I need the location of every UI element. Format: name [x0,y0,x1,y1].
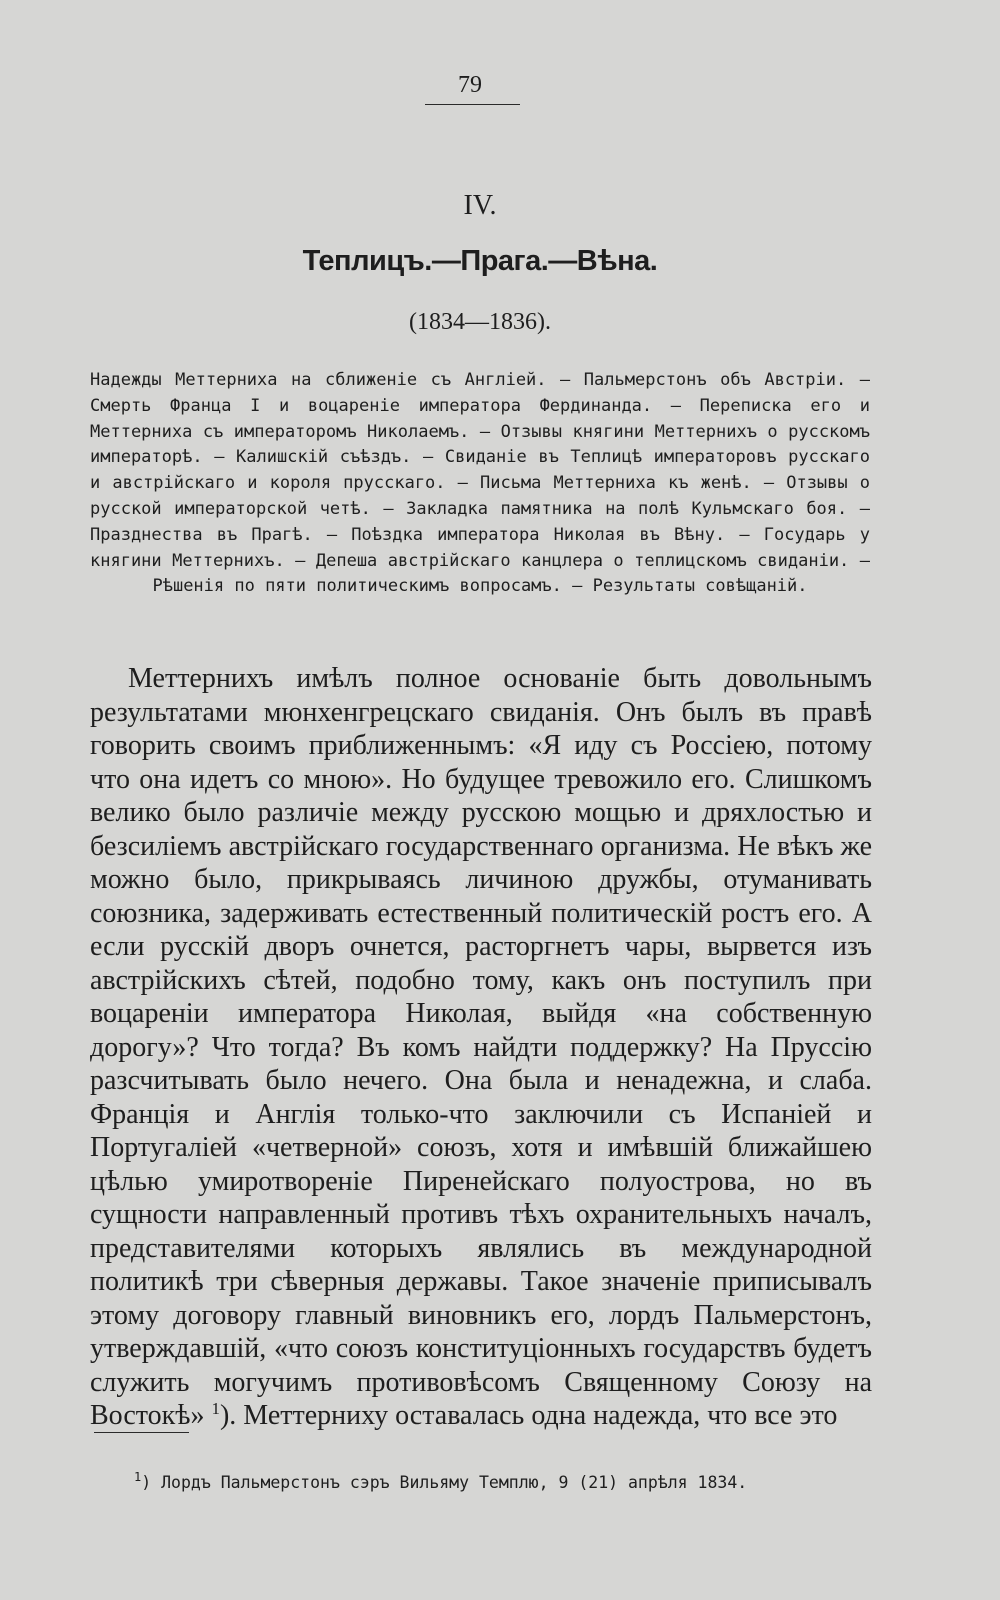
page-number: 79 [458,72,482,98]
footnote-text: ) Лордъ Пальмерстонъ сэръ Вильяму Темплю, 9 (21) апрѣля 1834. [141,1473,748,1492]
footnote-rule [94,1432,189,1433]
body-paragraph [90,662,872,1433]
chapter-number: IV. [463,190,497,221]
chapter-summary: Надежды Меттерниха на сближеніе съ Англіей. — Пальмерстонъ объ Австріи. — Смерть Франца I и воцареніе императора Фердинанда. — Переписка его и Меттерниха съ императоромъ Николаемъ. — Отзывы княгини Меттернихъ о русскомъ императорѣ. — Калишскій съѣздъ. — Свиданіе въ Теплицѣ императоровъ русскаго и австрійскаго и короля прусскаго. — Письма Меттерниха къ женѣ. — Отзывы о русской императорской четѣ. — Закладка памятника на полѣ Кульмскаго боя. — Празднества въ Прагѣ. — Поѣздка императора Николая въ Вѣну. — Государь у княгини Меттернихъ. — Депеша австрійскаго канцлера о теплицскомъ свиданіи. — Рѣшенія по пяти политическимъ вопросамъ. — Результаты совѣщаній. [90,370,870,597]
footnote [134,1472,894,1494]
footnote-reference[interactable]: 1 [211,1399,220,1418]
footnote-number: 1 [134,1470,142,1484]
body-continuation: ). Меттерниху оставалась одна надежда, что все это [219,1400,838,1431]
body-text: Меттернихъ имѣлъ полное основаніе быть довольнымъ результатами мюнхенгрецскаго свиданія. Онъ былъ въ правѣ говорить своимъ приближеннымъ: «Я иду съ Россіею, потому что она идетъ со мною». Но будущее тревожило его. Слишкомъ велико было различіе между русскою мощью и дряхлостью и безсиліемъ австрійскаго государственнаго организма. Не вѣкъ же можно было, прикрываясь личиною дружбы, отуманивать союзника, задерживать естественный политическій ростъ его. А если русскій дворъ очнется, расторгнетъ чары, вырвется изъ австрійскихъ сѣтей, подобно тому, какъ онъ поступилъ при воцареніи императора Николая, выйдя «на собственную дорогу»? Что тогда? Въ комъ найдти поддержку? На Пруссію разсчитывать было нечего. Она была и ненадежна, и слаба. Франція и Англія только-что заключили съ Испаніей и Португаліей «четверной» союзъ, хотя и имѣвшій ближайшею цѣлью умиротвореніе Пиренейскаго полуострова, но въ сущности направленный противъ тѣхъ охранительныхъ началъ, представителями которыхъ являлись въ международной политикѣ три сѣверныя державы. Такое значеніе приписывалъ этому договору главный виновникъ его, лордъ Пальмерстонъ, утверждавшій, «что союзъ конституціонныхъ государствъ будетъ служить могучимъ противовѣсомъ Священному Союзу на Востокѣ» [90,663,872,1431]
page-number-rule [425,104,520,105]
chapter-title: Теплицъ.—Прага.—Вѣна. [302,245,658,277]
chapter-years: (1834—1836). [409,309,551,335]
